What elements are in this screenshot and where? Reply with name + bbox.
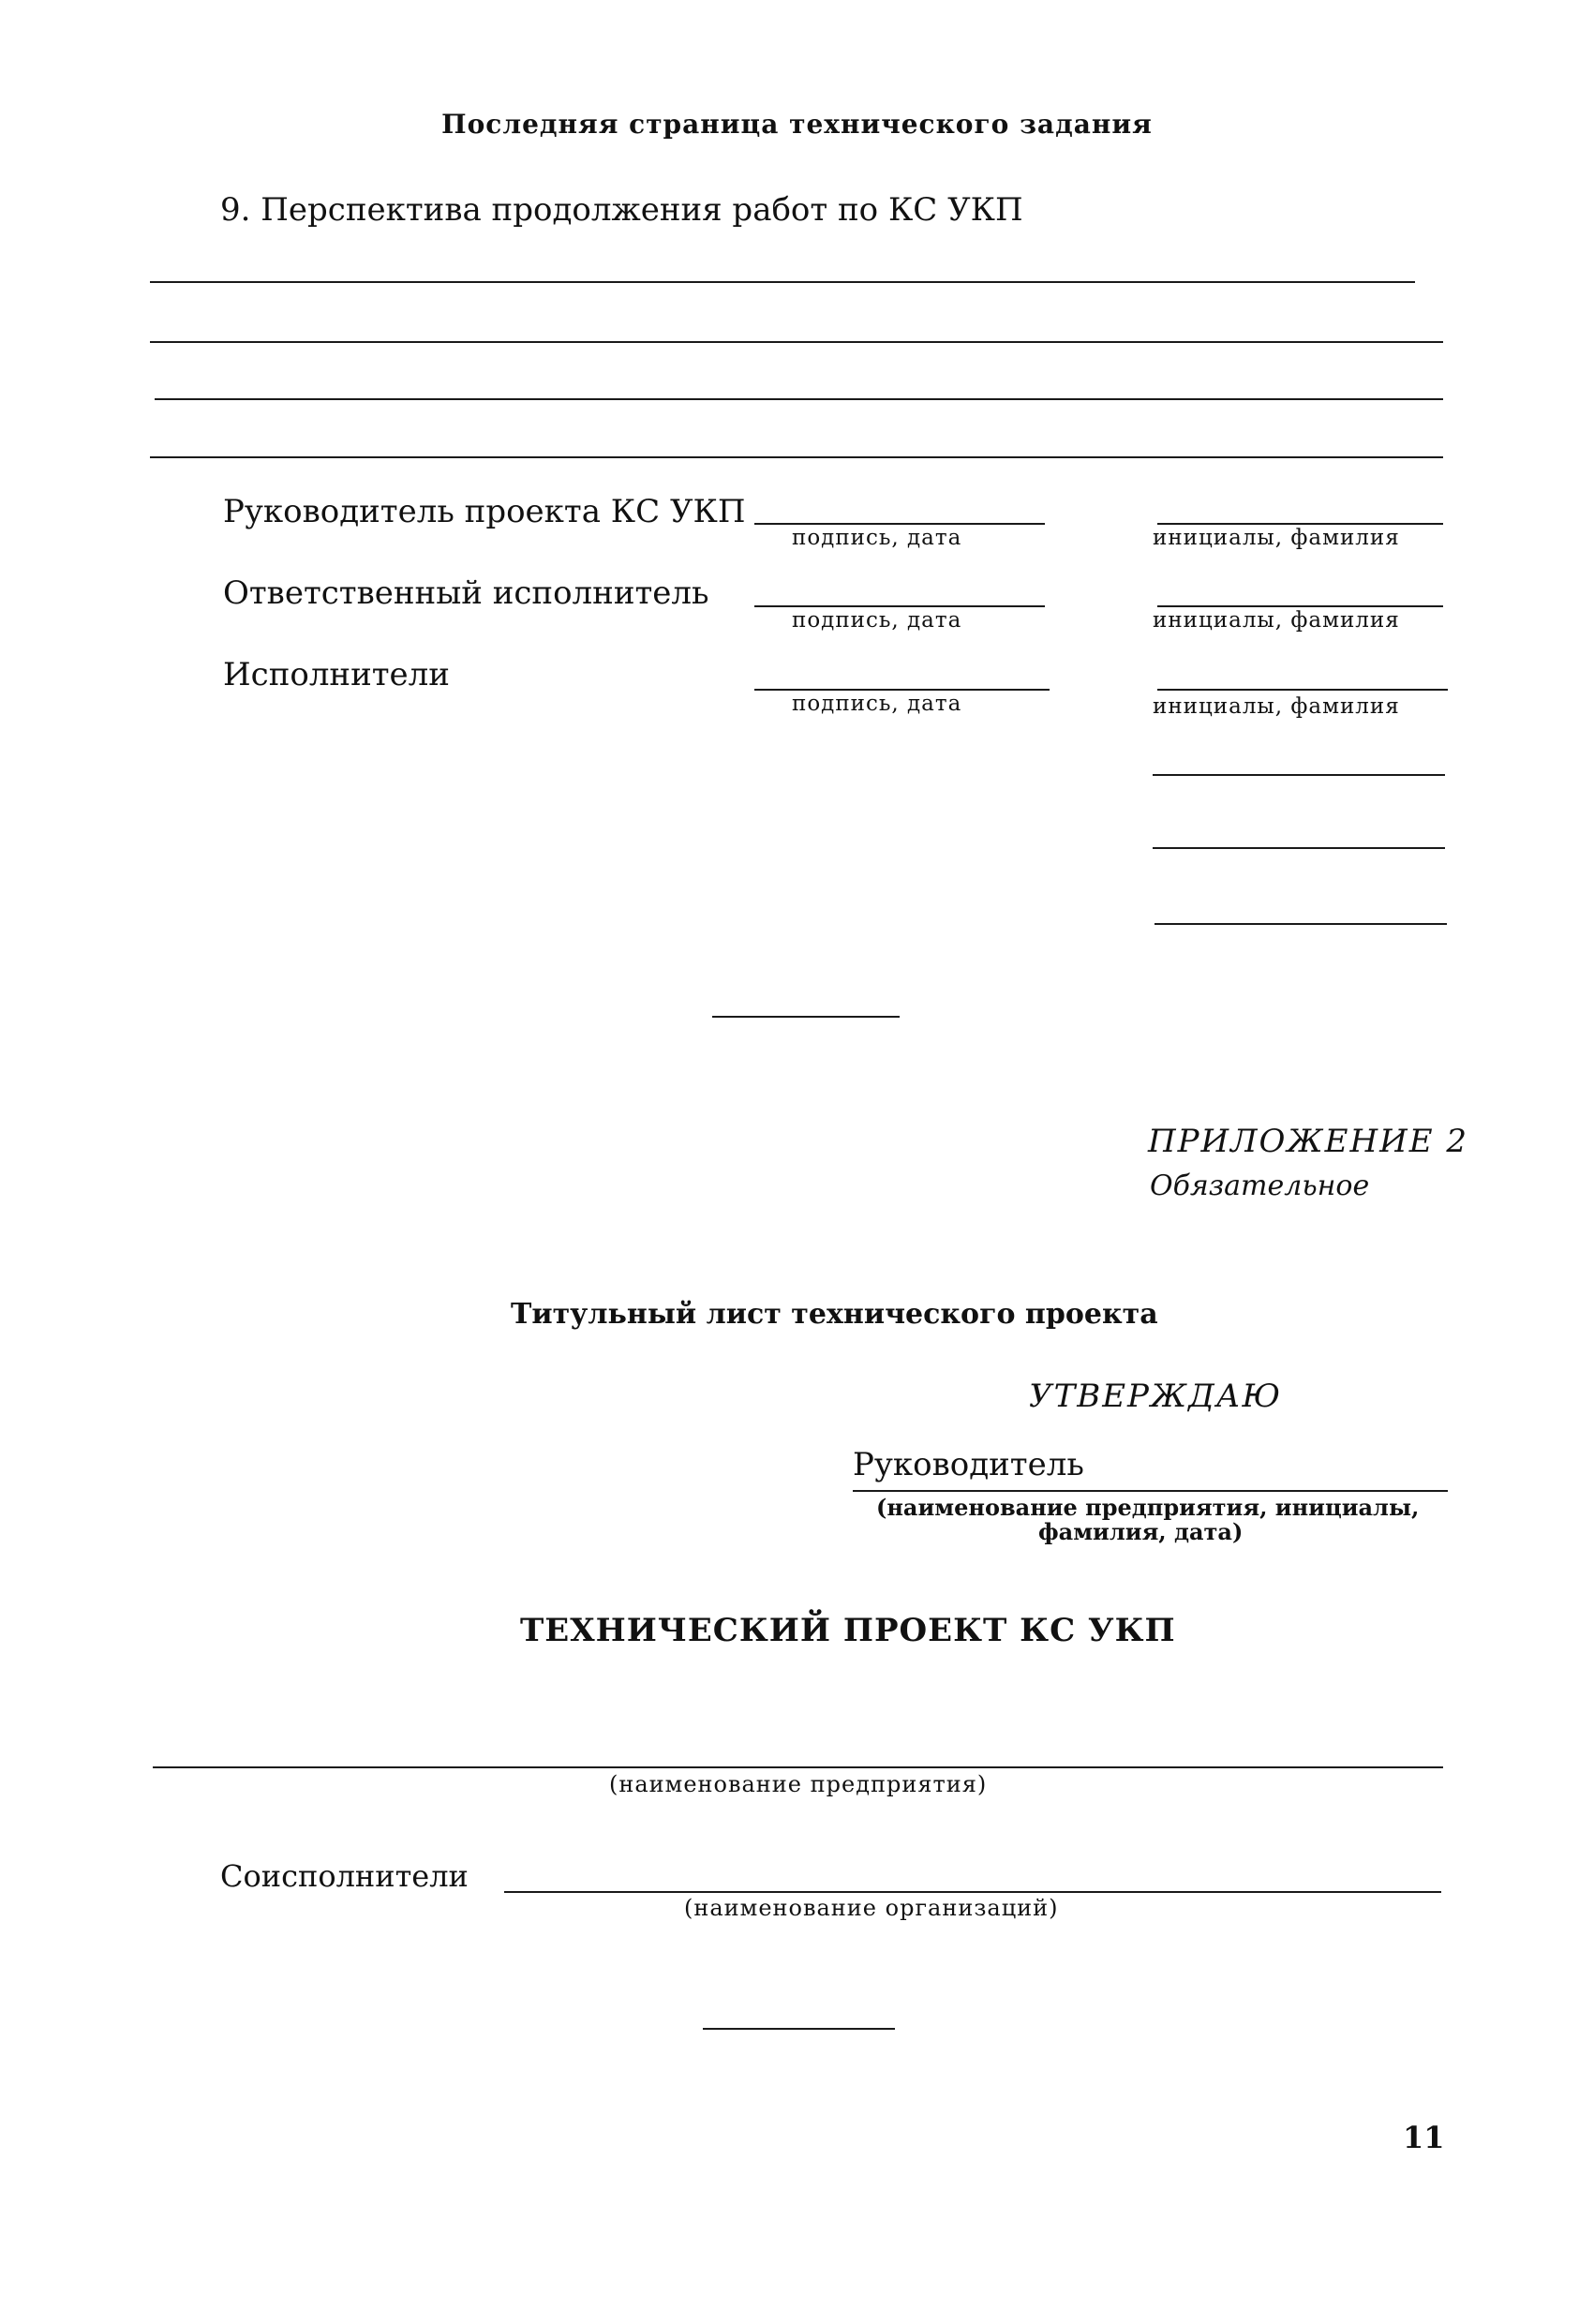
signature-caption-3: подпись, дата	[792, 692, 962, 716]
answer-line-1	[150, 281, 1415, 283]
end-divider	[703, 2028, 895, 2030]
head-caption-2: фамилия, дата)	[1038, 1518, 1244, 1545]
role-responsible-executor: Ответственный исполнитель	[223, 574, 709, 612]
approve-label: УТВЕРЖДАЮ	[1029, 1378, 1283, 1415]
signature-line-3	[754, 689, 1050, 691]
signature-caption-2: подпись, дата	[792, 608, 962, 633]
title-page-heading: Титульный лист технического проекта	[511, 1298, 1158, 1331]
extra-name-line-1	[1153, 774, 1445, 776]
name-caption-1: инициалы, фамилия	[1153, 526, 1400, 550]
signature-line-2	[754, 605, 1045, 607]
name-line-3	[1157, 689, 1448, 691]
item-9-heading: 9. Перспектива продолжения работ по КС УКП	[220, 191, 1023, 229]
head-label: Руководитель	[853, 1446, 1084, 1483]
name-caption-2: инициалы, фамилия	[1153, 608, 1400, 633]
organization-line	[153, 1766, 1443, 1768]
answer-line-4	[150, 456, 1443, 458]
appendix-status: Обязательное	[1150, 1169, 1370, 1202]
page-number: 11	[1403, 2120, 1445, 2155]
role-executors: Исполнители	[223, 656, 450, 693]
name-caption-3: инициалы, фамилия	[1153, 694, 1400, 719]
coexecutors-line	[504, 1891, 1441, 1893]
appendix-label: ПРИЛОЖЕНИЕ 2	[1148, 1123, 1469, 1160]
head-caption-1: (наименование предприятия, инициалы,	[876, 1494, 1420, 1521]
head-line	[853, 1490, 1448, 1492]
organization-caption: (наименование предприятия)	[609, 1771, 988, 1797]
signature-line-1	[754, 523, 1045, 525]
document-title: ТЕХНИЧЕСКИЙ ПРОЕКТ КС УКП	[520, 1612, 1176, 1649]
extra-name-line-2	[1153, 847, 1445, 849]
section-divider	[712, 1016, 900, 1018]
signature-caption-1: подпись, дата	[792, 526, 962, 550]
coexecutors-label: Соисполнители	[220, 1858, 469, 1894]
name-line-2	[1157, 605, 1443, 607]
coexecutors-caption: (наименование организаций)	[684, 1895, 1059, 1921]
answer-line-3	[155, 398, 1443, 400]
extra-name-line-3	[1155, 923, 1447, 925]
name-line-1	[1157, 523, 1443, 525]
section-title: Последняя страница технического задания	[441, 109, 1153, 140]
role-project-lead: Руководитель проекта КС УКП	[223, 493, 746, 530]
answer-line-2	[150, 341, 1443, 343]
